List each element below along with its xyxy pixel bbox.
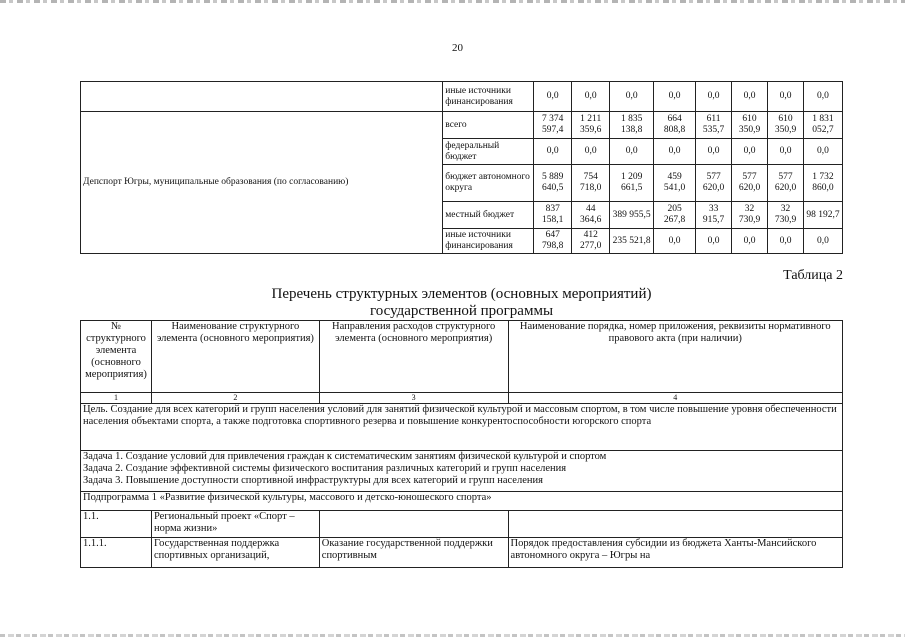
subprogram-row (81, 492, 843, 511)
element-number: 1.1.1. (81, 538, 152, 568)
financing-table (80, 81, 843, 254)
fin-value: 0,0 (654, 139, 696, 165)
column-index: 3 (319, 393, 508, 404)
fin-value: 0,0 (610, 139, 654, 165)
fin-value: 0,0 (696, 82, 732, 112)
fin-value: 0,0 (732, 139, 768, 165)
fin-value: 611 535,7 (696, 112, 732, 139)
element-name: Региональный проект «Спорт – норма жизни» (151, 511, 319, 538)
fin-category: федеральный бюджет (443, 139, 534, 165)
fin-row-carry (81, 82, 843, 112)
element-direction (319, 511, 508, 538)
fin-category: бюджет автономного округа (443, 165, 534, 202)
fin-value: 44 364,6 (572, 202, 610, 229)
subprogram-text: Подпрограмма 1 «Развитие физической культуры, массового и детско-юношеского спорта» (81, 492, 843, 511)
index-row (81, 393, 843, 404)
element-direction: Оказание государственной поддержки спортивным (319, 538, 508, 568)
fin-value: 0,0 (803, 82, 842, 112)
column-header: Направления расходов структурного элемента (основного мероприятия) (319, 321, 508, 393)
fin-value: 0,0 (803, 139, 842, 165)
tasks-row (81, 451, 843, 492)
fin-category: местный бюджет (443, 202, 534, 229)
table-row (81, 538, 843, 568)
fin-value: 1 209 661,5 (610, 165, 654, 202)
fin-value: 32 730,9 (768, 202, 804, 229)
fin-value: 1 835 138,8 (610, 112, 654, 139)
fin-value: 412 277,0 (572, 229, 610, 254)
fin-value: 664 808,8 (654, 112, 696, 139)
fin-value: 0,0 (696, 229, 732, 254)
fin-value: 647 798,8 (534, 229, 572, 254)
fin-value: 0,0 (768, 82, 804, 112)
fin-value: 0,0 (654, 229, 696, 254)
goal-row (81, 404, 843, 451)
fin-value: 0,0 (610, 82, 654, 112)
fin-value: 754 718,0 (572, 165, 610, 202)
fin-value: 1 211 359,6 (572, 112, 610, 139)
page-number: 20 (452, 42, 463, 54)
scan-edge-top (0, 0, 905, 3)
column-index: 1 (81, 393, 152, 404)
fin-value: 577 620,0 (696, 165, 732, 202)
structural-elements-table (80, 320, 843, 568)
fin-category: иные источники финансирования (443, 229, 534, 254)
fin-value: 1 831 052,7 (803, 112, 842, 139)
fin-value: 389 955,5 (610, 202, 654, 229)
fin-value: 0,0 (768, 139, 804, 165)
fin-value: 0,0 (732, 229, 768, 254)
tasks-cell (81, 451, 843, 492)
fin-row-total (81, 112, 843, 139)
element-number: 1.1. (81, 511, 152, 538)
goal-text: Цель. Создание для всех категорий и групп населения условий для занятий физической культурой и массовым спортом, в том числе повышение уровня обеспеченности населения объектами спорта, а также подготовка спортивного резерва и повышение конкурентоспособности югорского спорта (81, 404, 843, 451)
fin-value: 7 374 597,4 (534, 112, 572, 139)
table-row (81, 511, 843, 538)
executor-cell: Депспорт Югры, муниципальные образования (по согласованию) (81, 112, 443, 254)
fin-value: 98 192,7 (803, 202, 842, 229)
table-title (80, 286, 843, 320)
fin-value: 610 350,9 (732, 112, 768, 139)
fin-category: всего (443, 112, 534, 139)
column-index: 4 (508, 393, 842, 404)
fin-value: 0,0 (696, 139, 732, 165)
fin-value: 33 915,7 (696, 202, 732, 229)
fin-value: 205 267,8 (654, 202, 696, 229)
fin-value: 5 889 640,5 (534, 165, 572, 202)
fin-value: 0,0 (803, 229, 842, 254)
element-act (508, 511, 842, 538)
element-name: Государственная поддержка спортивных организаций, (151, 538, 319, 568)
element-act: Порядок предоставления субсидии из бюджета Ханты-Мансийского автономного округа – Югры на (508, 538, 842, 568)
fin-category: иные источники финансирования (443, 82, 534, 112)
fin-value: 0,0 (732, 82, 768, 112)
scan-edge-bottom (0, 634, 905, 637)
header-row (81, 321, 843, 393)
table-label: Таблица 2 (783, 268, 843, 283)
column-index: 2 (151, 393, 319, 404)
fin-value: 837 158,1 (534, 202, 572, 229)
fin-value: 610 350,9 (768, 112, 804, 139)
fin-value: 235 521,8 (610, 229, 654, 254)
task-item: Задача 2. Создание эффективной системы физического воспитания различных категорий и групп населения (83, 463, 567, 474)
task-item: Задача 1. Создание условий для привлечения граждан к систематическим занятиям физической культурой и спортом (83, 451, 607, 462)
fin-value: 0,0 (534, 82, 572, 112)
fin-value: 577 620,0 (732, 165, 768, 202)
fin-value: 577 620,0 (768, 165, 804, 202)
column-header: Наименование структурного элемента (основного мероприятия) (151, 321, 319, 393)
fin-value: 32 730,9 (732, 202, 768, 229)
table-title-line: Перечень структурных элементов (основных мероприятий) (271, 286, 652, 302)
column-header: Наименование порядка, номер приложения, реквизиты нормативного правового акта (при наличии) (508, 321, 842, 393)
column-header: № структурного элемента (основного мероприятия) (81, 321, 152, 393)
fin-value: 0,0 (768, 229, 804, 254)
executor-cell-empty (81, 82, 443, 112)
fin-value: 0,0 (654, 82, 696, 112)
fin-value: 459 541,0 (654, 165, 696, 202)
fin-value: 0,0 (572, 82, 610, 112)
task-item: Задача 3. Повышение доступности спортивной инфраструктуры для всех категорий и групп населения (83, 475, 543, 486)
table-title-line: государственной программы (369, 303, 554, 319)
fin-value: 1 732 860,0 (803, 165, 842, 202)
fin-value: 0,0 (572, 139, 610, 165)
fin-value: 0,0 (534, 139, 572, 165)
